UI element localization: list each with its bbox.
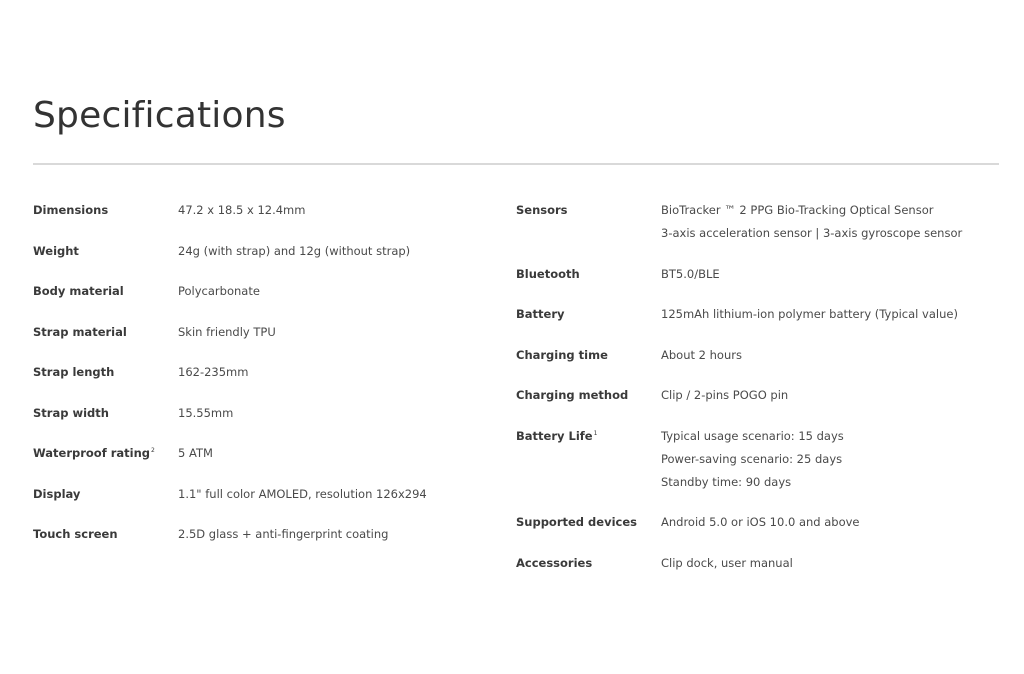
spec-label xyxy=(33,199,178,222)
spec-label xyxy=(516,303,661,326)
spec-label-text: Dimensions xyxy=(33,203,109,217)
spec-label-text: Strap width xyxy=(33,405,109,420)
spec-label xyxy=(516,344,661,367)
spec-value: Clip / 2-pins POGO pin xyxy=(661,388,789,402)
spec-label xyxy=(516,425,661,448)
spec-value: 125mAh lithium-ion polymer battery (Typical value) xyxy=(661,307,958,321)
spec-value: Clip dock, user manual xyxy=(661,555,793,570)
spec-values xyxy=(178,240,483,263)
spec-label xyxy=(33,240,178,263)
spec-values xyxy=(661,344,1006,367)
spec-values xyxy=(178,199,483,222)
spec-label-text: Accessories xyxy=(516,555,593,570)
spec-values xyxy=(661,552,1006,575)
spec-row-battery-life xyxy=(516,425,1006,494)
spec-value: 1.1" full color AMOLED, resolution 126x294 xyxy=(178,486,427,501)
spec-row-waterproof-rating xyxy=(33,442,483,465)
spec-row-touch-screen xyxy=(33,523,483,546)
spec-label xyxy=(33,442,178,465)
spec-label-text: Charging time xyxy=(516,347,608,362)
spec-row-sensors xyxy=(516,199,1006,245)
spec-row-strap-length xyxy=(33,361,483,384)
spec-values xyxy=(178,321,483,344)
spec-label xyxy=(33,523,178,546)
spec-row-display xyxy=(33,483,483,506)
spec-label xyxy=(516,263,661,286)
spec-label-text: Sensors xyxy=(516,203,568,217)
footnote-marker: 2 xyxy=(151,447,155,455)
spec-row-accessories xyxy=(516,552,1006,575)
footnote-marker: 1 xyxy=(593,429,598,437)
spec-label xyxy=(33,402,178,425)
spec-value: BT5.0/BLE xyxy=(661,266,720,281)
spec-label-text: Body material xyxy=(33,284,124,298)
spec-label xyxy=(33,361,178,384)
spec-values xyxy=(178,280,483,303)
spec-row-strap-material xyxy=(33,321,483,344)
spec-row-bluetooth xyxy=(516,263,1006,286)
specs-left-column xyxy=(33,199,483,564)
spec-values xyxy=(178,483,483,506)
spec-values xyxy=(178,442,483,465)
spec-row-charging-method xyxy=(516,384,1006,407)
spec-row-battery xyxy=(516,303,1006,326)
spec-label-text: Touch screen xyxy=(33,527,118,541)
spec-label xyxy=(516,199,661,222)
spec-value: Android 5.0 or iOS 10.0 and above xyxy=(661,515,860,529)
spec-values xyxy=(178,361,483,384)
spec-row-strap-width xyxy=(33,402,483,425)
spec-value: 162-235mm xyxy=(178,365,249,379)
spec-label-text: Waterproof rating xyxy=(33,446,151,460)
spec-value: Standby time: 90 days xyxy=(661,474,792,489)
spec-label-text: Charging method xyxy=(516,388,629,402)
spec-values xyxy=(661,263,1006,286)
spec-label-text: Strap length xyxy=(33,365,115,379)
spec-value: 3-axis acceleration sensor | 3-axis gyroscope sensor xyxy=(661,226,963,240)
spec-values xyxy=(661,199,1006,245)
spec-values xyxy=(661,303,1006,326)
spec-label-text: Weight xyxy=(33,243,79,258)
spec-value: Skin friendly TPU xyxy=(178,324,276,339)
spec-value: About 2 hours xyxy=(661,347,742,362)
spec-row-dimensions xyxy=(33,199,483,222)
spec-row-supported-devices xyxy=(516,511,1006,534)
spec-values xyxy=(661,384,1006,407)
specs-right-column xyxy=(516,199,1006,592)
spec-label xyxy=(516,384,661,407)
spec-label-text: Display xyxy=(33,486,81,501)
title-divider xyxy=(33,163,999,165)
spec-value: 5 ATM xyxy=(178,446,213,460)
spec-label-text: Supported devices xyxy=(516,515,637,529)
spec-row-weight xyxy=(33,240,483,263)
spec-label-text: Battery xyxy=(516,307,565,321)
spec-values xyxy=(661,425,1006,494)
spec-row-body-material xyxy=(33,280,483,303)
spec-label-text: Strap material xyxy=(33,324,127,339)
spec-value: 47.2 x 18.5 x 12.4mm xyxy=(178,203,306,217)
spec-row-charging-time xyxy=(516,344,1006,367)
spec-value: 15.55mm xyxy=(178,405,234,420)
spec-label-text: Bluetooth xyxy=(516,266,580,281)
spec-label xyxy=(516,511,661,534)
page-title: Specifications xyxy=(33,95,286,136)
spec-value: 2.5D glass + anti-fingerprint coating xyxy=(178,527,389,541)
spec-label xyxy=(516,552,661,575)
spec-value: Polycarbonate xyxy=(178,284,260,298)
spec-value: Typical usage scenario: 15 days xyxy=(661,428,844,443)
spec-value: BioTracker ™ 2 PPG Bio-Tracking Optical Sensor xyxy=(661,203,934,217)
spec-value: 24g (with strap) and 12g (without strap) xyxy=(178,243,411,258)
spec-label xyxy=(33,321,178,344)
spec-value: Power-saving scenario: 25 days xyxy=(661,451,843,466)
spec-values xyxy=(661,511,1006,534)
spec-values xyxy=(178,523,483,546)
spec-label-text: Battery Life xyxy=(516,428,593,443)
spec-label xyxy=(33,483,178,506)
spec-values xyxy=(178,402,483,425)
spec-label xyxy=(33,280,178,303)
